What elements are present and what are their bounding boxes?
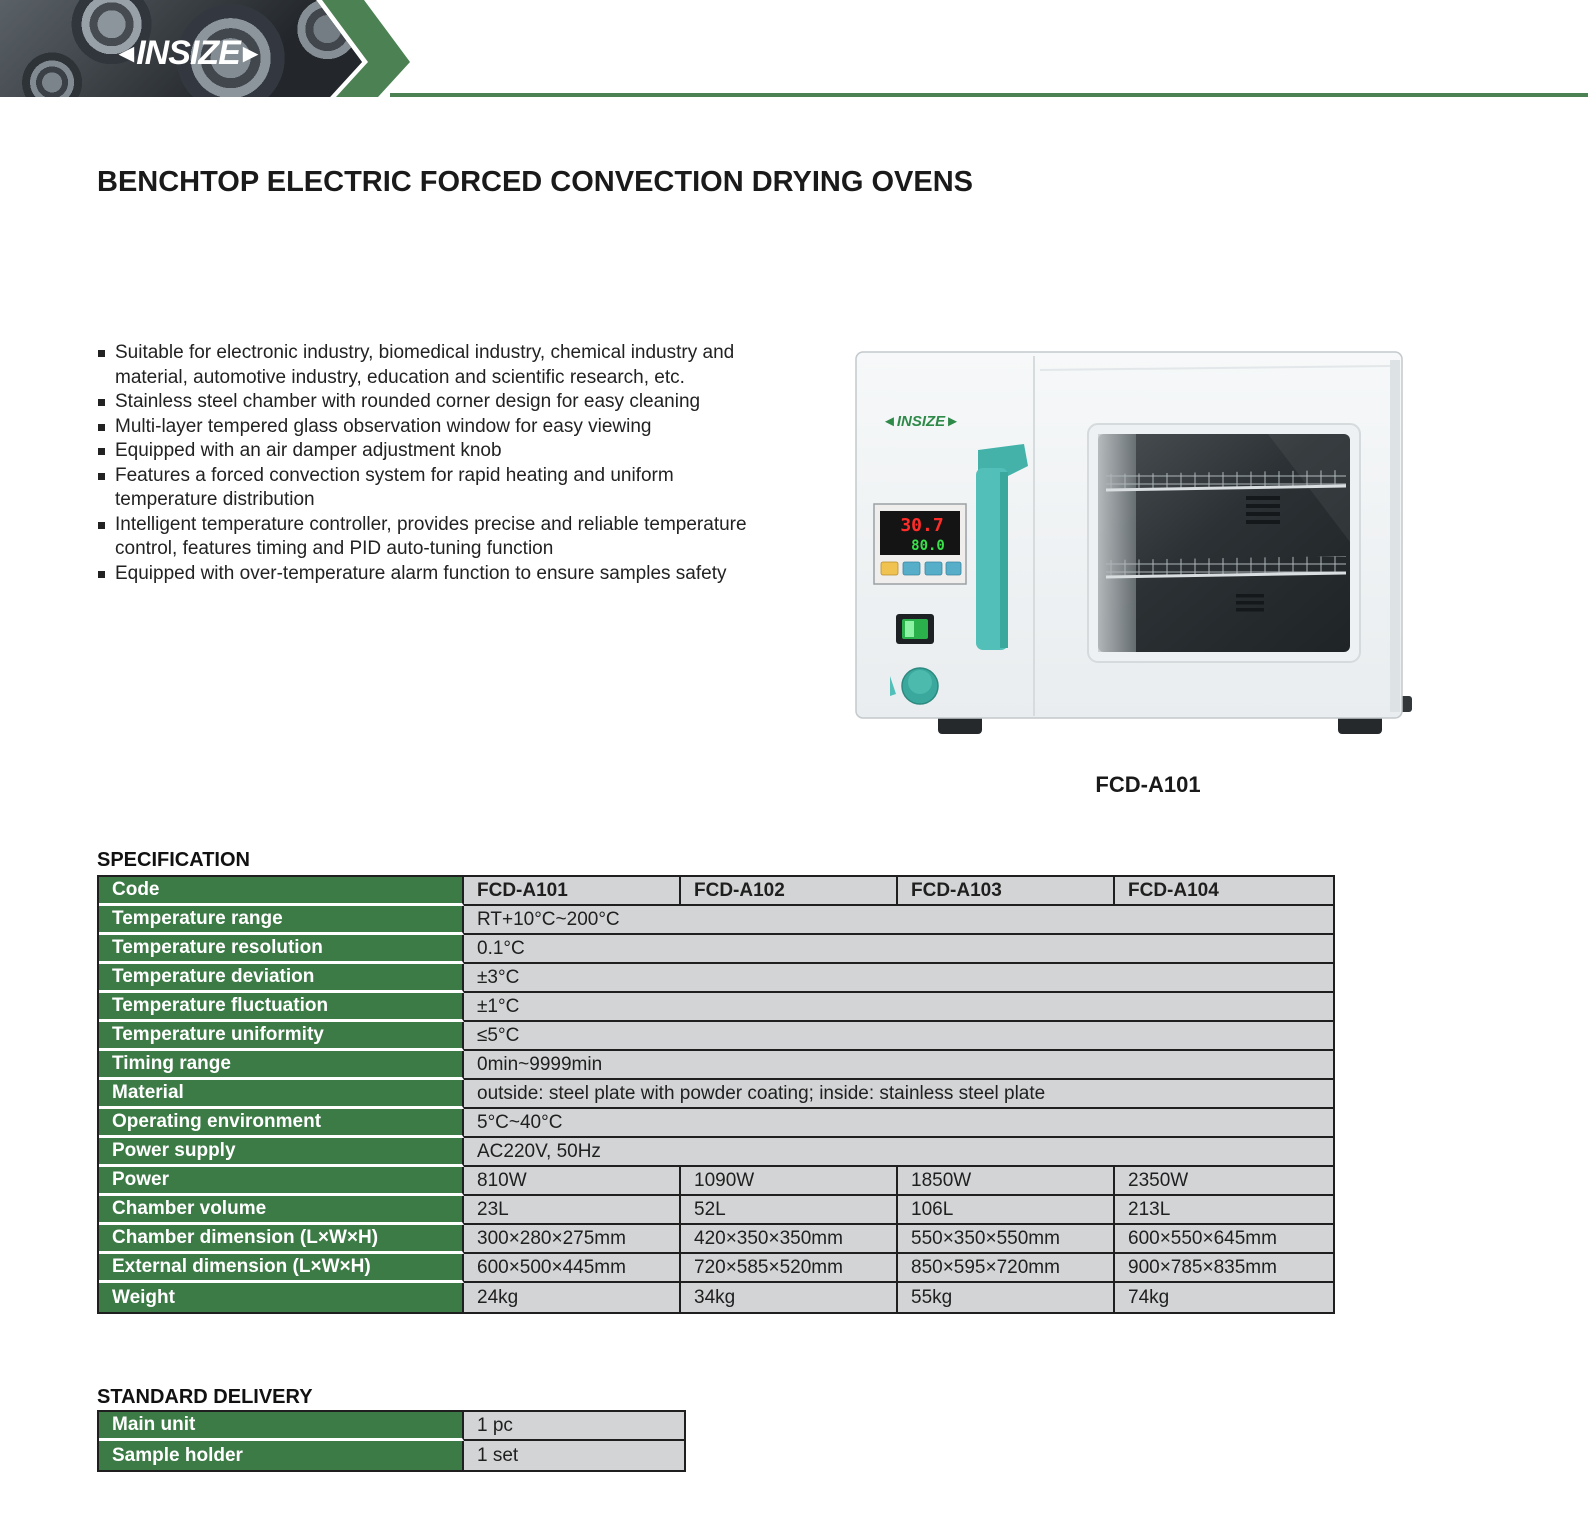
row-value: FCD-A101 <box>464 877 681 906</box>
row-value: 1850W <box>898 1167 1115 1196</box>
table-row <box>99 1080 1333 1109</box>
table-row <box>99 1167 1333 1196</box>
table-row <box>99 1109 1333 1138</box>
row-label: Temperature uniformity <box>99 1022 464 1051</box>
row-label: Temperature range <box>99 906 464 935</box>
row-value: 550×350×550mm <box>898 1225 1115 1254</box>
brand-logo-text: INSIZE <box>136 33 240 72</box>
row-value: 1090W <box>681 1167 898 1196</box>
row-value: FCD-A104 <box>1115 877 1333 906</box>
controller-display-pv: 30.7 <box>900 515 944 536</box>
logo-right-arrow-icon: ► <box>237 37 263 68</box>
table-row <box>99 906 1333 935</box>
row-value: 55kg <box>898 1283 1115 1312</box>
row-label: Temperature deviation <box>99 964 464 993</box>
row-value: ±1°C <box>464 993 1333 1022</box>
row-value: 420×350×350mm <box>681 1225 898 1254</box>
standard-delivery-table <box>97 1410 686 1472</box>
row-label: Temperature resolution <box>99 935 464 964</box>
row-label: Weight <box>99 1283 464 1312</box>
table-row <box>99 1196 1333 1225</box>
table-row <box>99 964 1333 993</box>
standard-delivery-heading: STANDARD DELIVERY <box>97 1386 313 1408</box>
row-value: 720×585×520mm <box>681 1254 898 1283</box>
row-value: ±3°C <box>464 964 1333 993</box>
row-value: 850×595×720mm <box>898 1254 1115 1283</box>
delivery-table-body <box>99 1412 684 1470</box>
feature-item: Stainless steel chamber with rounded corner design for easy cleaning <box>97 390 757 415</box>
row-value: 810W <box>464 1167 681 1196</box>
oven-logo-text: ◄INSIZE► <box>881 413 961 430</box>
row-label: Main unit <box>99 1412 464 1441</box>
row-value: 600×500×445mm <box>464 1254 681 1283</box>
row-value: AC220V, 50Hz <box>464 1138 1333 1167</box>
row-label: Chamber volume <box>99 1196 464 1225</box>
row-value: 24kg <box>464 1283 681 1312</box>
row-label: Temperature fluctuation <box>99 993 464 1022</box>
header-divider-line <box>390 93 1588 97</box>
page-title: BENCHTOP ELECTRIC FORCED CONVECTION DRYING OVENS <box>97 166 973 198</box>
row-value: ≤5°C <box>464 1022 1333 1051</box>
brand-logo <box>88 26 288 80</box>
row-label: Operating environment <box>99 1109 464 1138</box>
row-value: RT+10°C~200°C <box>464 906 1333 935</box>
row-value: 300×280×275mm <box>464 1225 681 1254</box>
row-label: Chamber dimension (L×W×H) <box>99 1225 464 1254</box>
feature-list <box>97 341 757 586</box>
controller-display-sv: 80.0 <box>911 538 945 554</box>
row-value: 106L <box>898 1196 1115 1225</box>
table-row <box>99 1412 684 1441</box>
table-row <box>99 1441 684 1470</box>
table-row <box>99 1051 1333 1080</box>
row-value: 2350W <box>1115 1167 1333 1196</box>
table-row <box>99 1138 1333 1167</box>
row-value: outside: steel plate with powder coating; inside: stainless steel plate <box>464 1080 1333 1109</box>
feature-item: Equipped with over-temperature alarm function to ensure samples safety <box>97 562 757 587</box>
specification-table <box>97 875 1335 1314</box>
row-label: External dimension (L×W×H) <box>99 1254 464 1283</box>
feature-item: Intelligent temperature controller, provides precise and reliable temperature control, features timing and PID auto-tuning function <box>97 513 757 562</box>
spec-table-body <box>99 877 1333 1312</box>
row-value: 34kg <box>681 1283 898 1312</box>
table-row <box>99 1283 1333 1312</box>
row-value: 74kg <box>1115 1283 1333 1312</box>
table-row <box>99 1225 1333 1254</box>
row-label: Power supply <box>99 1138 464 1167</box>
row-label: Code <box>99 877 464 906</box>
row-label: Timing range <box>99 1051 464 1080</box>
row-value: 23L <box>464 1196 681 1225</box>
row-value: 213L <box>1115 1196 1333 1225</box>
row-value: 600×550×645mm <box>1115 1225 1333 1254</box>
feature-item: Multi-layer tempered glass observation window for easy viewing <box>97 415 757 440</box>
specification-heading: SPECIFICATION <box>97 849 250 871</box>
row-value: 0min~9999min <box>464 1051 1333 1080</box>
product-image <box>838 336 1423 756</box>
row-value: 900×785×835mm <box>1115 1254 1333 1283</box>
row-value: FCD-A103 <box>898 877 1115 906</box>
table-row <box>99 877 1333 906</box>
feature-item: Equipped with an air damper adjustment knob <box>97 439 757 464</box>
feature-item: Suitable for electronic industry, biomedical industry, chemical industry and material, automotive industry, education and scientific research, etc. <box>97 341 757 390</box>
row-value: 52L <box>681 1196 898 1225</box>
table-row <box>99 993 1333 1022</box>
row-label: Material <box>99 1080 464 1109</box>
row-label: Sample holder <box>99 1441 464 1470</box>
row-value: 1 pc <box>464 1412 684 1441</box>
row-value: 5°C~40°C <box>464 1109 1333 1138</box>
table-row <box>99 1254 1333 1283</box>
logo-left-arrow-icon: ◄ <box>113 37 139 68</box>
row-value: FCD-A102 <box>681 877 898 906</box>
feature-item: Features a forced convection system for rapid heating and uniform temperature distribution <box>97 464 757 513</box>
product-model-caption: FCD-A101 <box>1095 772 1201 797</box>
table-row <box>99 1022 1333 1051</box>
row-label: Power <box>99 1167 464 1196</box>
row-value: 1 set <box>464 1441 684 1470</box>
table-row <box>99 935 1333 964</box>
row-value: 0.1°C <box>464 935 1333 964</box>
